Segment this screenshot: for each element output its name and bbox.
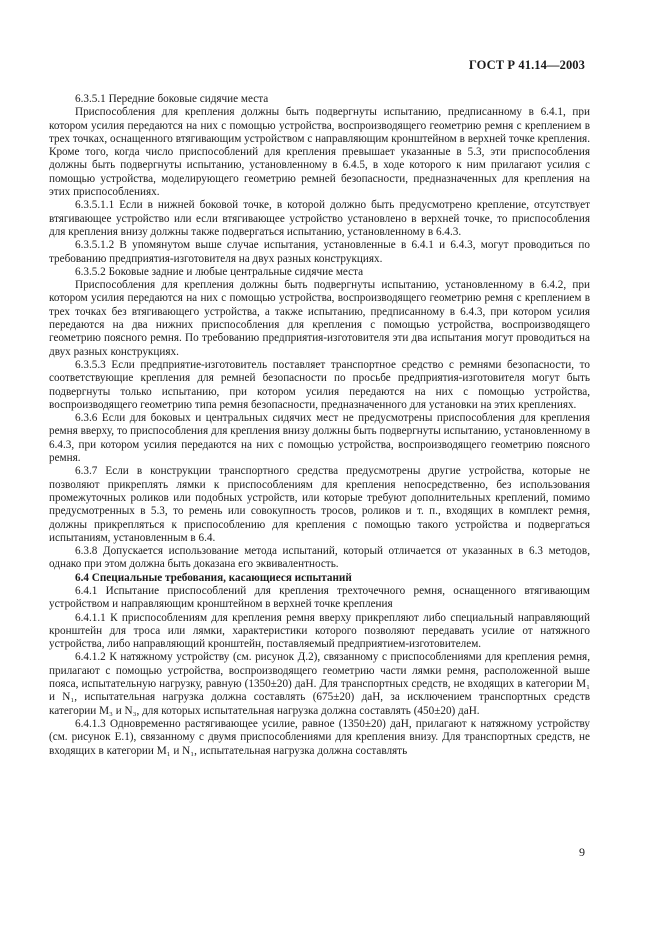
document-body — [49, 93, 590, 758]
section-heading: 6.4 Специальные требования, касающиеся испытаний — [75, 571, 352, 584]
paragraph: 6.3.5.1.2 В упомянутом выше случае испытания, установленные в 6.4.1 и 6.4.3, могут проводиться по требованию предприятия-изготовителя на двух разных конструкциях. — [49, 239, 590, 265]
paragraph: 6.3.5.3 Если предприятие-изготовитель поставляет транспортное средство с ремнями безопасности, то соответствующие крепления для ремней безопасности по просьбе предприятия-изготовителя могут быть подвергнуты только испытанию, при котором усилия передаются на них с помощью устройства, воспроизводящего геометрию типа ремня безопасности, предназначенного для установки на этих креплениях. — [49, 358, 590, 411]
paragraph: 6.3.5.1.1 Если в нижней боковой точке, в которой должно быть предусмотрено крепление, отсутствует втягивающее устройство или если втягивающее устройство установлено в верхней точке, то приспособления для крепления внизу должны также подвергаться испытанию, установленному в 6.4.3. — [49, 199, 590, 238]
paragraph: 6.4.1.2 К натяжному устройству (см. рисунок Д.2), связанному с приспособлениями для крепления ремня, прилагают с помощью устройства, воспроизводящего геометрию части лямки ремня, расположенной выше пояса, испытательную нагрузку, равную (1350±20) даН. Для транспортных средств, не входящих в категории M₁ и N₁, испытательная нагрузка должна составлять (675±20) даН, за исключением транспортных средств категории M₃ и N₃, для которых испытательная нагрузка должна составлять (450±20) даН. — [49, 651, 590, 717]
paragraph: 6.3.6 Если для боковых и центральных сидячих мест не предусмотрены приспособления для крепления ремня вверху, то приспособления для крепления внизу должны быть подвергнуты испытанию, установленному в 6.4.3, при котором усилия передаются на них с помощью устройства, воспроизводящего геометрию поясного ремня. — [49, 412, 590, 465]
paragraph: 6.3.7 Если в конструкции транспортного средства предусмотрены другие устройства, которые не позволяют прикреплять лямки к приспособлениям для крепления непосредственно, без использования промежуточных роликов или подобных устройств, или которые требуют дополнительных креплений, помимо предусмотренных в 5.3, то ремень или совокупность тросов, роликов и т. п., входящих в комплект ремня, должны прикрепляться к приспособлению для крепления с помощью такого устройства и подвергаться испытаниям, установленным в 6.4. — [49, 465, 590, 544]
paragraph: 6.4.1 Испытание приспособлений для крепления трехточечного ремня, оснащенного втягивающим устройством и направляющим кронштейном в верхней точке крепления — [49, 584, 590, 611]
page-number: 9 — [579, 845, 585, 859]
paragraph: Приспособления для крепления должны быть подвергнуты испытанию, установленному в 6.4.2, при котором усилия передаются на них с помощью устройства, воспроизводящего геометрию ремня с креплением в трех точках без втягивающего устройства, а также испытанию, предписанному в 6.4.3, при котором усилия передаются на два нижних приспособления для крепления с помощью устройства, воспроизводящего геометрию поясного ремня. По требованию предприятия-изготовителя эти два испытания могут проводиться на двух разных конструкциях. — [49, 279, 590, 358]
paragraph: 6.3.8 Допускается использование метода испытаний, который отличается от указанных в 6.3 методов, однако при этом должна быть доказана его эквивалентность. — [49, 545, 590, 571]
paragraph: 6.4.1.1 К приспособлениям для крепления ремня вверху прикрепляют либо специальный направляющий кронштейн для троса или лямки, характеристики которого позволяют передавать усилие от натяжного устройства, либо направляющий кронштейн, поставляемый предприятием-изготовителем. — [49, 611, 590, 651]
paragraph: 6.4.1.3 Одновременно растягивающее усилие, равное (1350±20) даН, прилагают к натяжному устройству (см. рисунок Е.1), связанному с двумя приспособлениями для крепления внизу. Для транспортных средств, не входящих в категории M₁ и N₁, испытательная нагрузка должна составлять — [49, 717, 590, 757]
paragraph: 6.3.5.1 Передние боковые сидячие места — [75, 93, 269, 105]
document-id: ГОСТ Р 41.14—2003 — [468, 58, 585, 72]
paragraph: Приспособления для крепления должны быть подвергнуты испытанию, предписанному в 6.4.1, при котором усилия передаются на них с помощью устройства, воспроизводящего геометрию ремня с креплением в трех точках, оснащенного втягивающим устройством с направляющим кронштейном в верхней точке крепления. Кроме того, когда число приспособлений для крепления превышает указанные в 5.3, эти приспособления должны быть подвергнуты испытанию, установленному в 6.4.5, в ходе которого к ним прилагают усилия с помощью устройства, моделирующего геометрию ремней безопасности, предназначенных для крепления на этих приспособлениях. — [49, 106, 590, 199]
paragraph: 6.3.5.2 Боковые задние и любые центральные сидячие места — [75, 265, 364, 278]
